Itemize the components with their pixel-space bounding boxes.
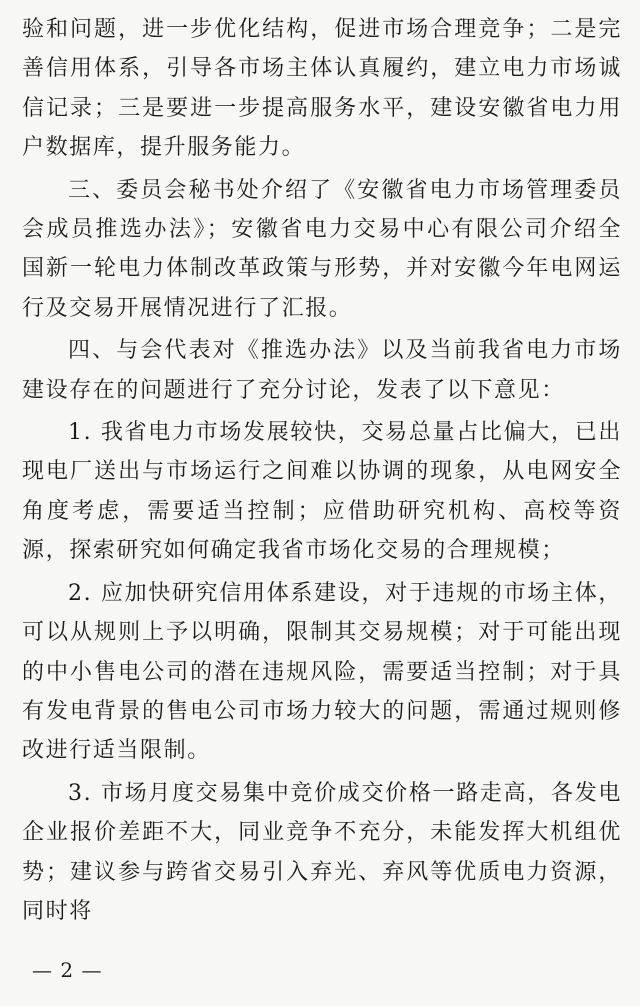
paragraph-continuation: 验和问题，进一步优化结构，促进市场合理竞争；二是完善信用体系，引导各市场主体认真履约，建立电力市场诚信记录；三是要进一步提高服务水平，建设安徽省电力用户数据库，提升服务能力。 — [22, 17, 622, 161]
paragraph-item-2: 2. 应加快研究信用体系建设，对于违规的市场主体，可以从规则上予以明确，限制其交易规模；对于可能出现的中小售电公司的潜在违规风险，需要适当控制；对于具有发电背景的售电公司市场力较大的问题，需通过规则修改进行适当限制。 — [22, 580, 622, 764]
paragraph-section-three: 三、委员会秘书处介绍了《安徽省电力市场管理委员会成员推选办法》；安徽省电力交易中心有限公司介绍全国新一轮电力体制改革政策与形势，并对安徽今年电网运行及交易开展情况进行了汇报。 — [22, 177, 622, 321]
page-number: — 2 — — [32, 958, 103, 982]
paragraph-section-four: 四、与会代表对《推选办法》以及当前我省电力市场建设存在的问题进行了充分讨论，发表了以下意见： — [22, 338, 622, 403]
paragraph-item-3: 3. 市场月度交易集中竞价成交价格一路走高，各发电企业报价差距不大，同业竞争不充分，未能发挥大机组优势；建议参与跨省交易引入弃光、弃风等优质电力资源，同时将 — [22, 780, 622, 924]
paragraph-item-1: 1. 我省电力市场发展较快，交易总量占比偏大，已出现电厂送出与市场运行之间难以协调的现象，从电网安全角度考虑，需要适当控制；应借助研究机构、高校等资源，探索研究如何确定我省市场化交易的合理规模； — [22, 420, 622, 564]
